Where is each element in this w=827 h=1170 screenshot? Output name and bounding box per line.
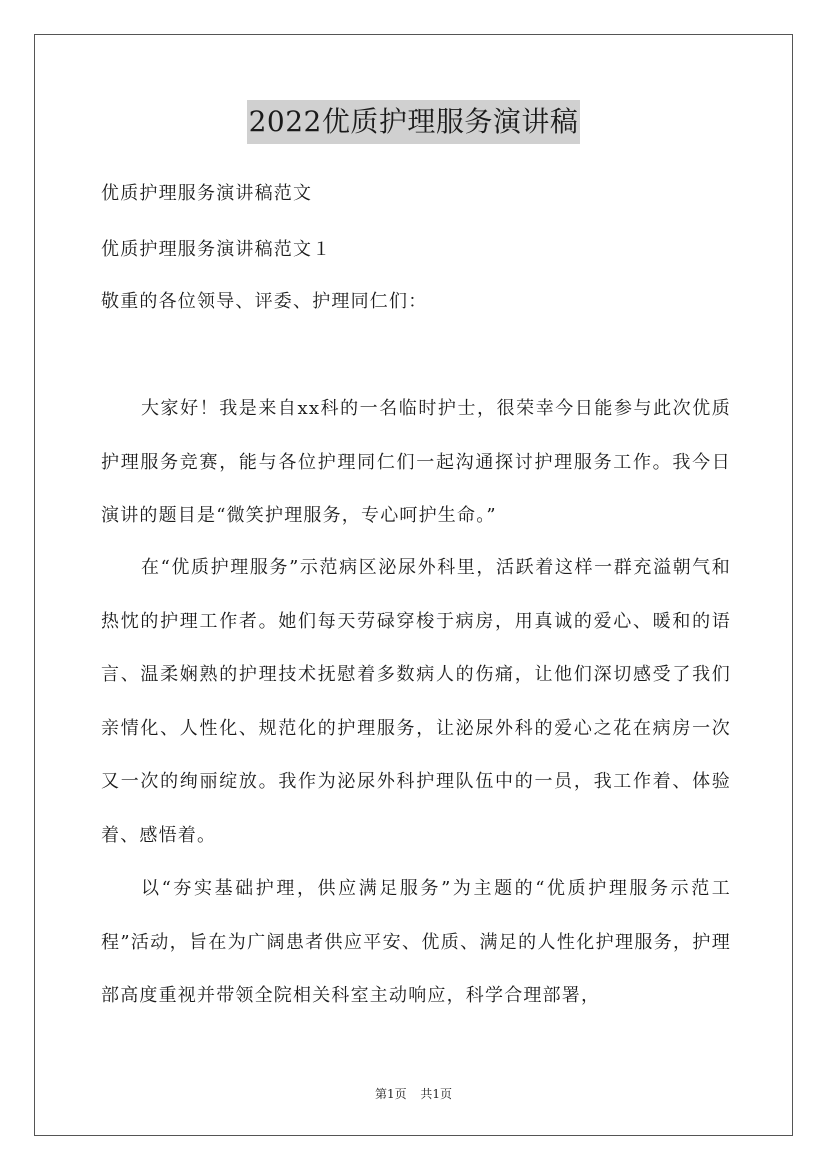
paragraph-project: 以“夯实基础护理，供应满足服务”为主题的“优质护理服务示范工程”活动，旨在为广阔患者供应平安、优质、满足的人性化护理服务，护理部高度重视并带领全院相关科室主动响应，科学合理部署， [101, 878, 731, 1006]
document-title: 2022优质护理服务演讲稿 [247, 100, 581, 144]
paragraph-department: 在“优质护理服务”示范病区泌尿外科里，活跃着这样一群充溢朝气和热忱的护理工作者。她们每天劳碌穿梭于病房，用真诚的爱心、暖和的语言、温柔娴熟的护理技术抚慰着多数病人的伤痛，让他们深切感受了我们亲情化、人性化、规范化的护理服务，让泌尿外科的爱心之花在病房一次又一次的绚丽绽放。我作为泌尿外科护理队伍中的一员，我工作着、体验着、感悟着。 [101, 557, 731, 846]
greeting-line: 敬重的各位领导、评委、护理同仁们： [101, 291, 428, 312]
page-number: 第1页 [374, 1087, 407, 1101]
paragraph-intro: 大家好！我是来自xx科的一名临时护士，很荣幸今日能参与此次优质护理服务竞赛，能与各位护理同仁们一起沟通探讨护理服务工作。我今日演讲的题目是“微笑护理服务，专心呵护生命。” [101, 398, 731, 526]
page-footer [0, 1085, 827, 1102]
subtitle-line-numbered: 优质护理服务演讲稿范文１ [101, 239, 332, 260]
page-total: 共1页 [420, 1087, 453, 1101]
title-container [0, 100, 827, 144]
subtitle-line: 优质护理服务演讲稿范文 [101, 183, 313, 204]
